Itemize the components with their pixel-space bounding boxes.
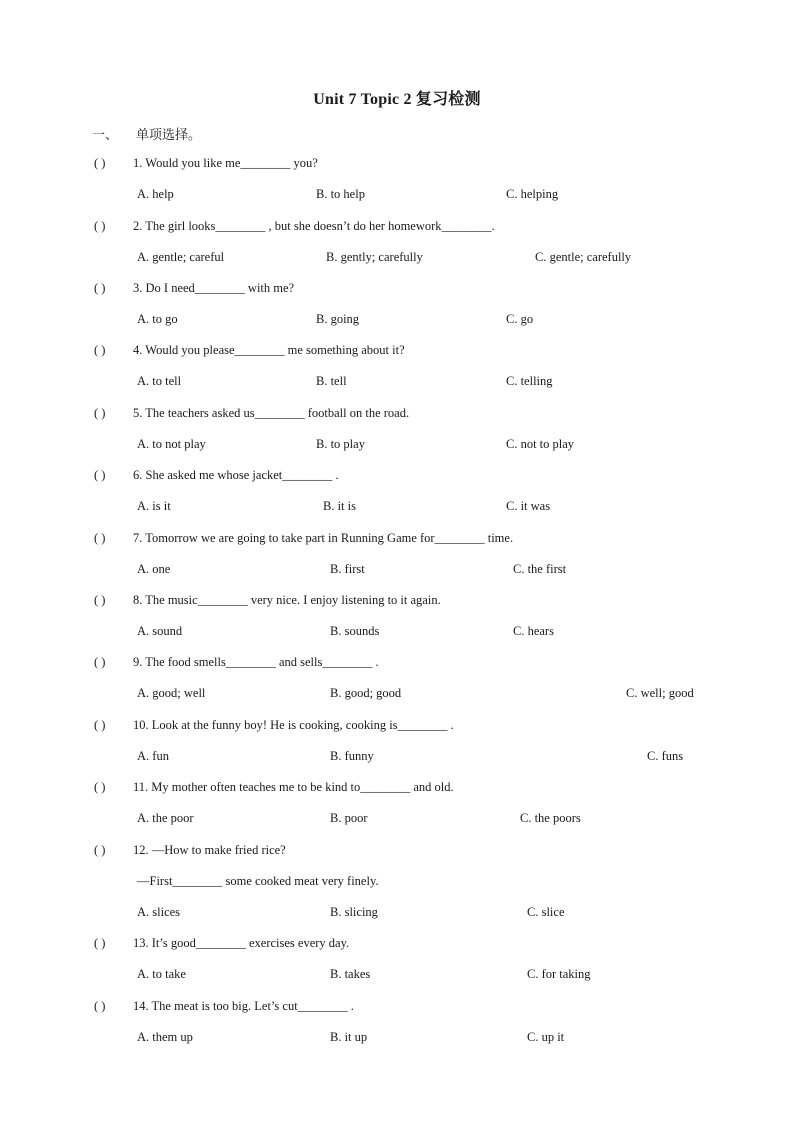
question-2 <box>94 219 495 234</box>
question-10 <box>94 718 454 733</box>
option-c: C. funs <box>647 749 684 763</box>
question-subline: —First________ some cooked meat very finely. <box>137 874 379 888</box>
option-a: A. the poor <box>137 811 194 825</box>
option-b: B. funny <box>330 749 374 763</box>
option-b: B. good; good <box>330 686 402 700</box>
option-c: C. gentle; carefully <box>535 250 632 264</box>
page-title: Unit 7 Topic 2 复习检测 <box>313 91 481 108</box>
section-label: 单项选择。 <box>136 127 202 142</box>
option-a: A. is it <box>137 499 171 513</box>
question-text: 4. Would you please________ me something about it? <box>133 343 405 357</box>
question-text: 6. She asked me whose jacket________ . <box>133 468 339 482</box>
answer-bracket[interactable]: ( ) <box>94 936 106 950</box>
option-c: C. the first <box>513 562 567 576</box>
answer-bracket[interactable]: ( ) <box>94 843 106 857</box>
option-b: B. tell <box>316 374 347 388</box>
option-c: C. go <box>506 312 534 326</box>
question-12 <box>94 843 286 858</box>
option-b: B. slicing <box>330 905 378 919</box>
question-text: 14. The meat is too big. Let’s cut________ . <box>133 999 354 1013</box>
answer-bracket[interactable]: ( ) <box>94 780 106 794</box>
question-text: 12. —How to make fried rice? <box>133 843 286 857</box>
section-heading <box>92 124 201 143</box>
answer-bracket[interactable]: ( ) <box>94 281 106 295</box>
answer-bracket[interactable]: ( ) <box>94 655 106 669</box>
option-a: A. help <box>137 187 174 201</box>
option-c: C. up it <box>527 1030 565 1044</box>
option-c: C. telling <box>506 374 553 388</box>
question-text: 9. The food smells________ and sells________ . <box>133 655 379 669</box>
question-8 <box>94 593 441 608</box>
option-b: B. takes <box>330 967 371 981</box>
section-number: 一、 <box>92 127 119 142</box>
option-c: C. helping <box>506 187 559 201</box>
option-c: C. the poors <box>520 811 581 825</box>
question-13 <box>94 936 349 951</box>
question-text: 7. Tomorrow we are going to take part in Running Game for________ time. <box>133 531 514 545</box>
answer-bracket[interactable]: ( ) <box>94 718 106 732</box>
question-text: 3. Do I need________ with me? <box>133 281 295 295</box>
question-text: 2. The girl looks________ , but she doesn’t do her homework________. <box>133 219 495 233</box>
option-b: B. to play <box>316 437 365 451</box>
question-6 <box>94 468 339 483</box>
question-1 <box>94 156 318 171</box>
question-14 <box>94 999 354 1014</box>
option-b: B. gently; carefully <box>326 250 423 264</box>
question-3 <box>94 281 294 296</box>
option-c: C. not to play <box>506 437 575 451</box>
question-text: 13. It’s good________ exercises every day. <box>133 936 350 950</box>
option-a: A. one <box>137 562 171 576</box>
option-a: A. sound <box>137 624 183 638</box>
answer-bracket[interactable]: ( ) <box>94 468 106 482</box>
answer-bracket[interactable]: ( ) <box>94 593 106 607</box>
question-text: 11. My mother often teaches me to be kind to________ and old. <box>133 780 454 794</box>
answer-bracket[interactable]: ( ) <box>94 999 106 1013</box>
option-a: A. to tell <box>137 374 182 388</box>
option-b: B. going <box>316 312 360 326</box>
answer-bracket[interactable]: ( ) <box>94 219 106 233</box>
question-4 <box>94 343 405 358</box>
answer-bracket[interactable]: ( ) <box>94 343 106 357</box>
option-a: A. gentle; careful <box>137 250 225 264</box>
option-c: C. it was <box>506 499 551 513</box>
option-b: B. it up <box>330 1030 368 1044</box>
question-text: 8. The music________ very nice. I enjoy listening to it again. <box>133 593 441 607</box>
option-b: B. poor <box>330 811 368 825</box>
option-c: C. well; good <box>626 686 694 700</box>
answer-bracket[interactable]: ( ) <box>94 406 106 420</box>
question-text: 1. Would you like me________ you? <box>133 156 318 170</box>
question-5 <box>94 406 409 421</box>
option-b: B. it is <box>323 499 356 513</box>
option-a: A. to not play <box>137 437 206 451</box>
option-c: C. slice <box>527 905 565 919</box>
question-7 <box>94 531 513 546</box>
option-a: A. fun <box>137 749 169 763</box>
option-a: A. good; well <box>137 686 206 700</box>
question-9 <box>94 655 379 670</box>
answer-bracket[interactable]: ( ) <box>94 531 106 545</box>
option-b: B. first <box>330 562 365 576</box>
option-b: B. to help <box>316 187 365 201</box>
option-a: A. to go <box>137 312 178 326</box>
question-text: 5. The teachers asked us________ football on the road. <box>133 406 410 420</box>
option-b: B. sounds <box>330 624 380 638</box>
option-a: A. to take <box>137 967 186 981</box>
option-c: C. hears <box>513 624 554 638</box>
answer-bracket[interactable]: ( ) <box>94 156 106 170</box>
option-c: C. for taking <box>527 967 591 981</box>
question-11 <box>94 780 454 795</box>
option-a: A. slices <box>137 905 181 919</box>
question-text: 10. Look at the funny boy! He is cooking, cooking is________ . <box>133 718 454 732</box>
option-a: A. them up <box>137 1030 193 1044</box>
